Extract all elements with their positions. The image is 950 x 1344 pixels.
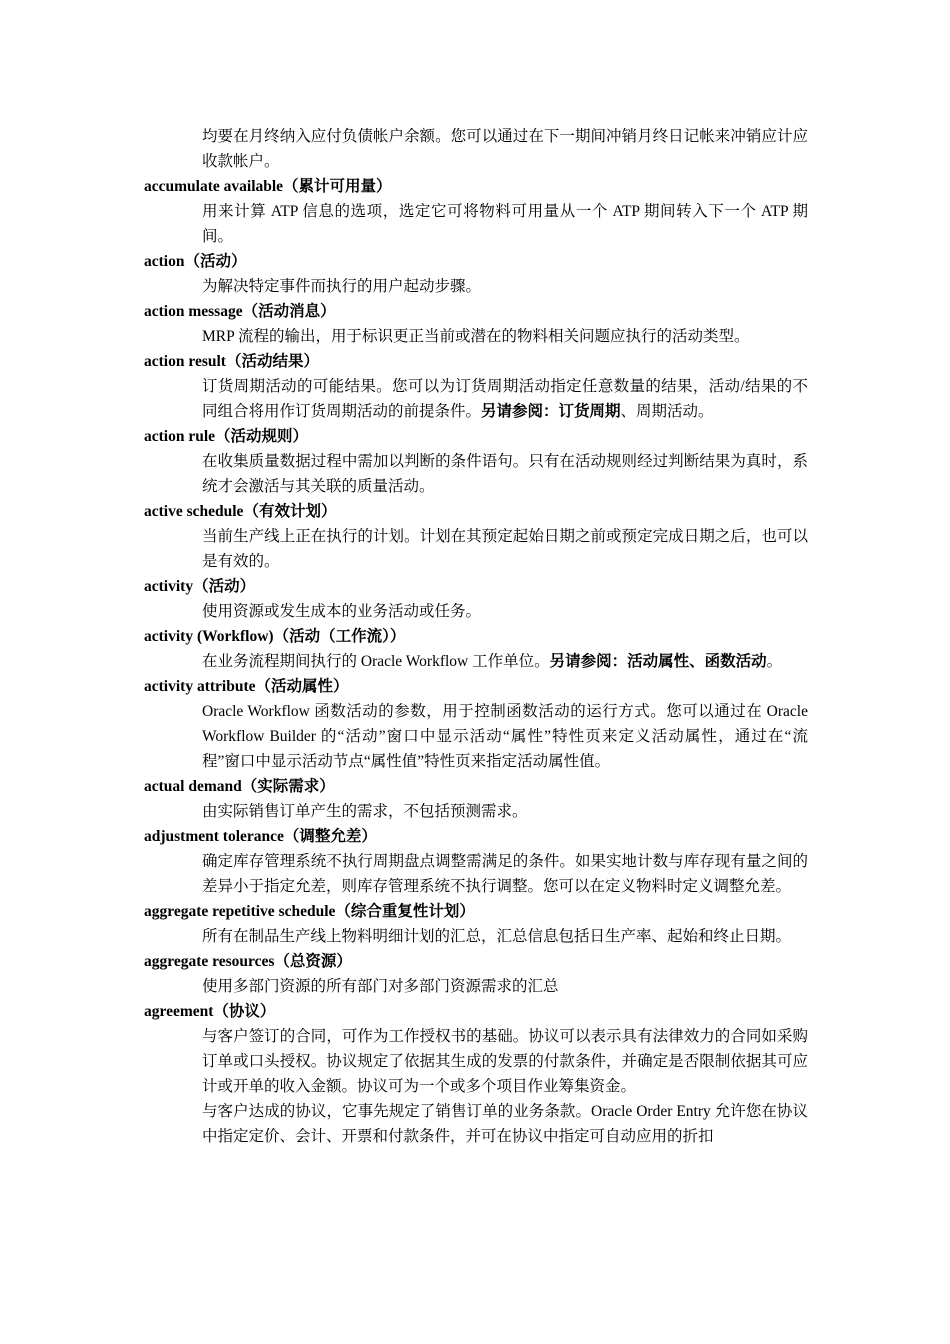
glossary-term: agreement（协议） [144,1003,276,1020]
glossary-term: active schedule（有效计划） [144,503,337,520]
see-also-rest: 。 [766,653,783,670]
glossary-definition [202,649,808,674]
glossary-definition: 使用多部门资源的所有部门对多部门资源需求的汇总 [202,978,559,995]
glossary-term: action result（活动结果） [144,353,319,370]
glossary-term: activity (Workflow)（活动（工作流）） [144,628,406,645]
glossary-body [144,124,808,1149]
see-also-reference: 另请参阅：活动属性、函数活动 [549,653,767,670]
glossary-term: aggregate repetitive schedule（综合重复性计划） [144,903,475,920]
continued-paragraph: 均要在月终纳入应付负债帐户余额。您可以通过在下一期间冲销月终日记帐来冲销应计应收款帐户。 [202,128,808,170]
glossary-term: activity attribute（活动属性） [144,678,349,695]
glossary-term: action（活动） [144,253,247,270]
glossary-definition [202,374,808,424]
glossary-term: actual demand（实际需求） [144,778,335,795]
definition-text: 在业务流程期间执行的 Oracle Workflow 工作单位。 [202,653,550,670]
see-also-reference: 另请参阅：订货周期 [481,403,621,420]
glossary-term: activity（活动） [144,578,256,595]
glossary-definition: 确定库存管理系统不执行周期盘点调整需满足的条件。如果实地计数与库存现有量之间的差异小于指定允差，则库存管理系统不执行调整。您可以在定义物料时定义调整允差。 [202,853,808,895]
glossary-definition: 用来计算 ATP 信息的选项，选定它可将物料可用量从一个 ATP 期间转入下一个 ATP 期间。 [202,203,808,245]
glossary-definition: 在收集质量数据过程中需加以判断的条件语句。只有在活动规则经过判断结果为真时，系统才会激活与其关联的质量活动。 [202,453,808,495]
glossary-term: adjustment tolerance（调整允差） [144,828,377,845]
glossary-definition-continued: 与客户达成的协议，它事先规定了销售订单的业务条款。Oracle Order Entry 允许您在协议中指定定价、会计、开票和付款条件，并可在协议中指定可自动应用的折扣 [202,1103,808,1145]
glossary-definition: 为解决特定事件而执行的用户起动步骤。 [202,278,482,295]
glossary-definition: 与客户签订的合同，可作为工作授权书的基础。协议可以表示具有法律效力的合同如采购订单或口头授权。协议规定了依据其生成的发票的付款条件，并确定是否限制依据其可应计或开单的收入金额。协议可为一个或多个项目作业筹集资金。 [202,1028,808,1095]
glossary-definition: 所有在制品生产线上物料明细计划的汇总，汇总信息包括日生产率、起始和终止日期。 [202,928,792,945]
definition-text: 订货周期活动的可能结果。您可以为订货周期活动指定任意数量的结果，活动/结果的不同组合将用作订货周期活动的前提条件。 [202,378,808,420]
glossary-definition: 使用资源或发生成本的业务活动或任务。 [202,603,482,620]
glossary-definition: 由实际销售订单产生的需求，不包括预测需求。 [202,803,528,820]
glossary-definition: MRP 流程的输出，用于标识更正当前或潜在的物料相关问题应执行的活动类型。 [202,328,750,345]
glossary-term: action message（活动消息） [144,303,336,320]
glossary-term: accumulate available（累计可用量） [144,178,392,195]
glossary-term: aggregate resources（总资源） [144,953,352,970]
glossary-term: action rule（活动规则） [144,428,309,445]
glossary-definition: 当前生产线上正在执行的计划。计划在其预定起始日期之前或预定完成日期之后，也可以是有效的。 [202,528,808,570]
glossary-definition: Oracle Workflow 函数活动的参数，用于控制函数活动的运行方式。您可以通过在 Oracle Workflow Builder 的“活动”窗口中显示活动“属性”特性页来定义活动属性，通过在“流程”窗口中显示活动节点“属性值”特性页来指定活动属性值。 [202,703,808,770]
see-also-rest: 、周期活动。 [620,403,714,420]
